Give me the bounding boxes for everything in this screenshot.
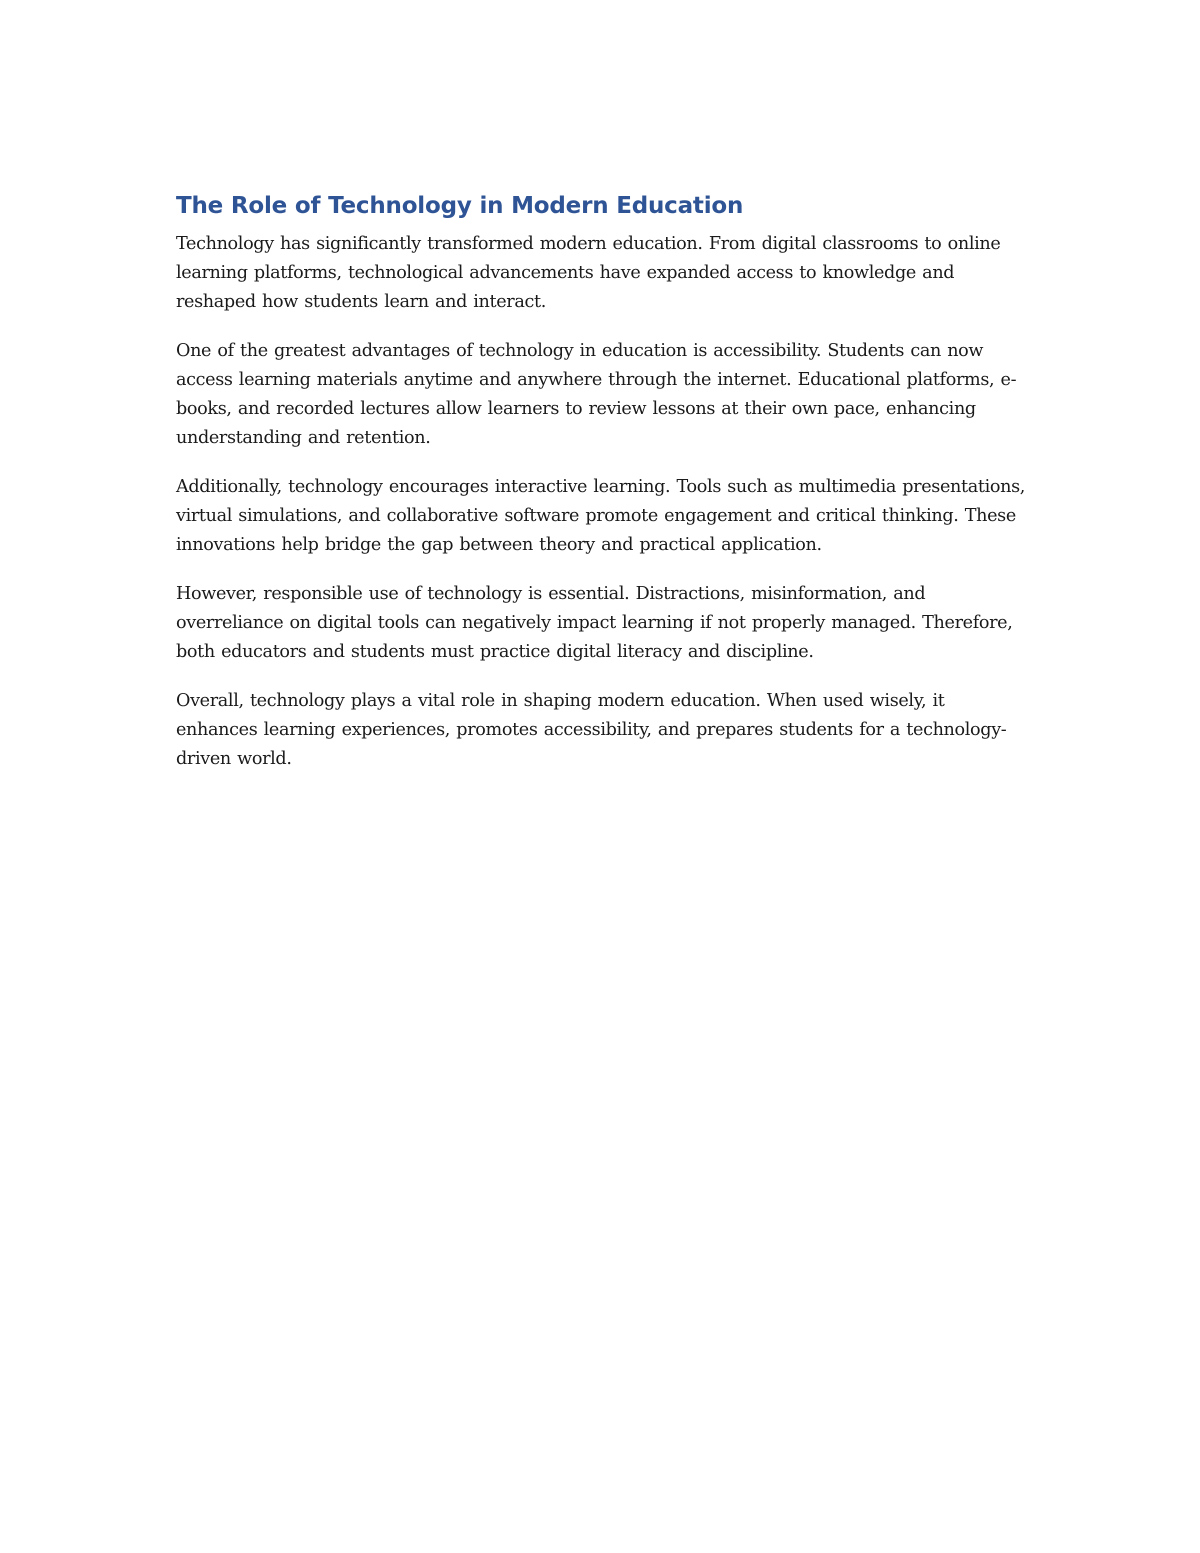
paragraph-introduction: Technology has significantly transformed modern education. From digital classrooms to online learning platforms, technological advancements have expanded access to knowledge and reshaped how students learn and interact.: [176, 234, 1001, 312]
paragraph-responsible-use: However, responsible use of technology is essential. Distractions, misinformation, and overreliance on digital tools can negatively impact learning if not properly managed. Therefore, both educators and students must practice digital literacy and discipline.: [176, 584, 1013, 662]
document-title: The Role of Technology in Modern Education: [176, 193, 744, 219]
paragraph-conclusion: Overall, technology plays a vital role in shaping modern education. When used wisely, it enhances learning experiences, promotes accessibility, and prepares students for a technology-driven world.: [176, 691, 1007, 769]
paragraph-interactive-learning: Additionally, technology encourages interactive learning. Tools such as multimedia presentations, virtual simulations, and collaborative software promote engagement and critical thinking. These innovations help bridge the gap between theory and practical application.: [176, 477, 1025, 555]
document-body: [176, 190, 1026, 794]
paragraph-accessibility: One of the greatest advantages of technology in education is accessibility. Students can now access learning materials anytime and anywhere through the internet. Educational platforms, e-books, and recorded lectures allow learners to review lessons at their own pace, enhancing understanding and retention.: [176, 341, 1017, 448]
